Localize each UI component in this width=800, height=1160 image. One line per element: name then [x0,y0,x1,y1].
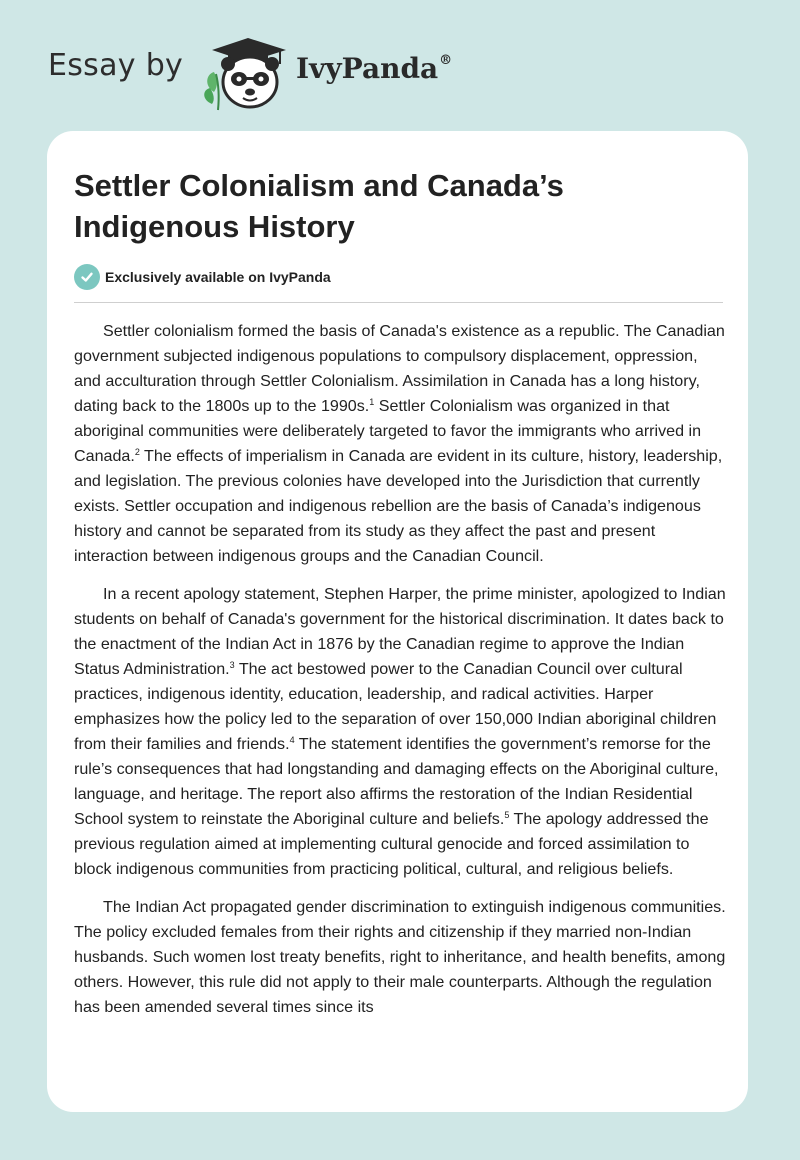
essay-paragraph [74,319,726,569]
essay-title: Settler Colonialism and Canada’s Indigenous History [74,168,564,244]
footnote-ref[interactable]: 5 [504,810,510,820]
footnote-ref[interactable]: 1 [369,397,375,407]
brand-name-text: IvyPanda [296,52,439,85]
footnote-ref[interactable]: 4 [289,735,295,745]
footnote-ref[interactable]: 3 [229,660,235,670]
brand-name[interactable] [296,52,452,85]
paragraph-text: In a recent apology statement, Stephen Harper, the prime minister, apologized to Indian students on behalf of Canada's government for the historical discrimination. It dates back to the enactment of the Indian Act in 1876 by the Canadian regime to approve the Indian Status Administration. [74,585,726,678]
essay-by-label: Essay by [48,48,184,83]
essay-card [47,131,748,1112]
registered-mark: ® [439,53,453,68]
badge-text: Exclusively available on IvyPanda [105,269,331,285]
footnote-ref[interactable]: 2 [134,447,140,457]
exclusive-badge [74,264,331,290]
paragraph-text: The effects of imperialism in Canada are evident in its culture, history, leadership, and legislation. The previous colonies have developed into the Jurisdiction that currently exists. Settler occupation and indigenous rebellion are the basis of Canada’s indigenous history and cannot be separated from its study as they affect the past and present interaction between indigenous groups and the Canadian Council. [74,447,723,565]
paragraph-text: The act bestowed power to the Canadian Council over cultural practices, indigenous identity, education, leadership, and radical activities. Harper emphasizes how the policy led to the separation of over 150,000 Indian aboriginal children from their families and friends. [74,660,717,753]
panda-graduate-logo-icon[interactable] [200,34,292,112]
essay-paragraph [74,895,726,1020]
paragraph-text: Settler Colonialism was organized in that aboriginal communities were deliberately targeted to favor the immigrants who arrived in Canada. [74,397,702,465]
paragraph-text: The apology addressed the previous regulation aimed at implementing cultural genocide and forced assimilation to block indigenous communities from practicing political, cultural, and religious beliefs. [74,810,709,878]
essay-paragraph [74,582,726,882]
divider [74,302,723,303]
site-header [0,0,800,130]
paragraph-text: Settler colonialism formed the basis of Canada's existence as a republic. The Canadian government subjected indigenous populations to compulsory displacement, oppression, and acculturation through Settler Colonialism. Assimilation in Canada has a long history, dating back to the 1800s up to the 1990s. [74,322,725,415]
paragraph-text: The statement identifies the government’s remorse for the rule’s consequences that had longstanding and damaging effects on the Aboriginal culture, language, and heritage. The report also affirms the restoration of the Indian Residential School system to reinstate the Aboriginal culture and beliefs. [74,735,719,828]
essay-body [74,319,726,1033]
paragraph-text: The Indian Act propagated gender discrimination to extinguish indigenous communities. The policy excluded females from their rights and citizenship if they married non-Indian husbands. Such women lost treaty benefits, right to inheritance, and health benefits, among others. However, this rule did not apply to their male counterparts. Although the regulation has been amended several times since its [74,898,726,1016]
checkmark-icon [74,264,100,290]
